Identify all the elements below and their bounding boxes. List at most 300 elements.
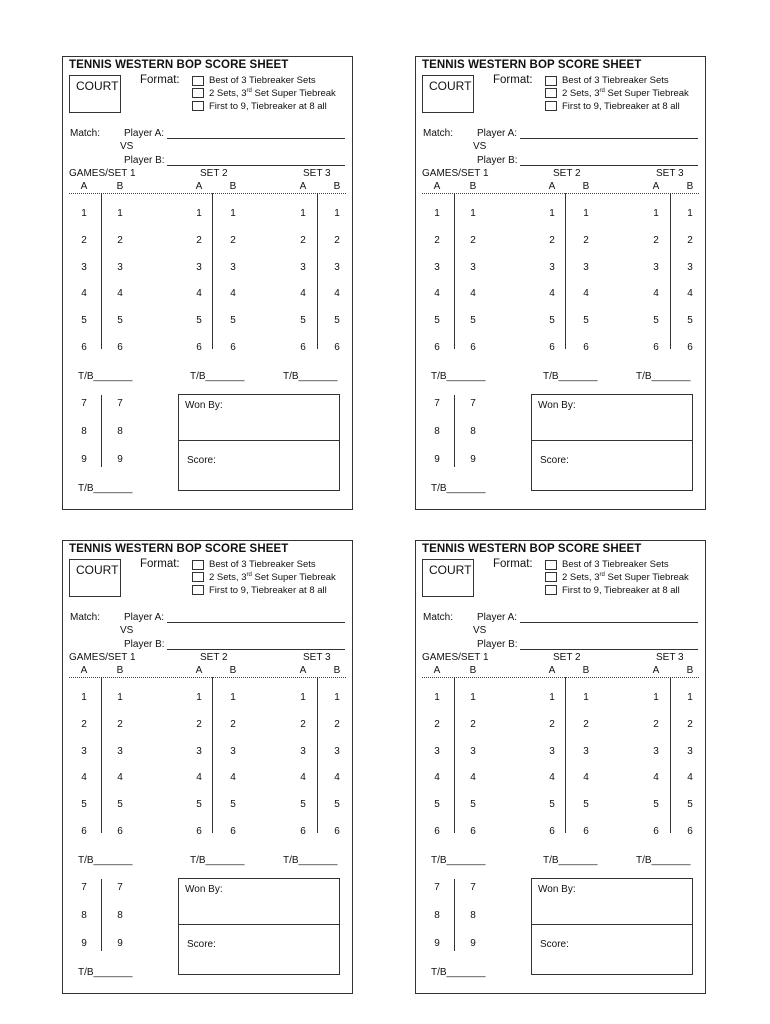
match-label: Match:	[423, 128, 454, 139]
game-cell[interactable]: 2	[81, 718, 87, 730]
game-cell[interactable]: 5	[434, 315, 440, 327]
game-cell[interactable]: 6	[653, 342, 659, 353]
game-cell[interactable]: 5	[334, 315, 340, 327]
set-1-divider	[454, 677, 455, 833]
result-box	[531, 878, 693, 975]
game-cell[interactable]: 6	[230, 826, 236, 837]
game-cell[interactable]: 5	[653, 799, 659, 811]
game-cell[interactable]: 5	[300, 315, 306, 327]
column-header-a-set-1: A	[433, 665, 441, 676]
header-divider	[69, 193, 346, 194]
game-cell[interactable]: 2	[230, 718, 236, 730]
player-a-label: Player A:	[124, 612, 165, 623]
game-cell[interactable]: 1	[549, 692, 555, 703]
column-header-b-set-1: B	[469, 181, 477, 192]
column-header-b-set-3: B	[686, 181, 694, 192]
column-header-b-set-3: B	[686, 665, 694, 676]
tiebreak-set-2[interactable]: T/B_______	[190, 855, 245, 866]
player-a-field[interactable]	[167, 622, 345, 623]
game-cell[interactable]: 5	[117, 799, 123, 811]
game-cell[interactable]: 3	[549, 261, 555, 273]
player-b-field[interactable]	[167, 649, 345, 650]
game-cell-extra[interactable]: 9	[81, 454, 87, 465]
column-header-a-set-2: A	[548, 665, 556, 676]
game-cell[interactable]: 4	[434, 288, 440, 300]
column-header-b-set-3: B	[333, 665, 341, 676]
player-b-field[interactable]	[167, 165, 345, 166]
game-cell[interactable]: 4	[300, 772, 306, 784]
game-cell[interactable]: 3	[334, 745, 340, 757]
game-cell[interactable]: 3	[81, 745, 87, 757]
score-label[interactable]: Score:	[187, 455, 216, 466]
player-b-field[interactable]	[520, 649, 698, 650]
format-checkbox-super-tiebreak[interactable]	[545, 88, 557, 98]
column-header-a-set-2: A	[548, 181, 556, 192]
game-cell[interactable]: 5	[687, 799, 693, 811]
game-cell-extra[interactable]: 9	[117, 454, 123, 465]
game-cell-extra[interactable]: 7	[81, 398, 87, 409]
game-cell[interactable]: 4	[549, 288, 555, 300]
format-option-best-of-3: Best of 3 Tiebreaker Sets	[562, 75, 669, 86]
game-cell-extra[interactable]: 7	[434, 398, 440, 409]
column-header-b-set-1: B	[469, 665, 477, 676]
game-cell[interactable]: 1	[470, 692, 476, 703]
game-cell[interactable]: 5	[81, 799, 87, 811]
set-3-divider	[670, 193, 671, 349]
player-a-field[interactable]	[167, 138, 345, 139]
game-cell[interactable]: 6	[583, 826, 589, 837]
format-option-first-to-9: First to 9, Tiebreaker at 8 all	[562, 585, 680, 596]
result-box	[178, 394, 340, 491]
game-cell[interactable]: 1	[653, 208, 659, 219]
game-cell[interactable]: 4	[81, 772, 87, 784]
set-3-divider	[317, 677, 318, 833]
game-cell[interactable]: 4	[434, 772, 440, 784]
game-cell[interactable]: 6	[434, 342, 440, 353]
game-cell-extra[interactable]: 8	[470, 910, 476, 921]
game-cell-extra[interactable]: 7	[470, 398, 476, 409]
player-a-label: Player A:	[477, 612, 518, 623]
game-cell-extra[interactable]: 7	[117, 398, 123, 409]
game-cell[interactable]: 1	[300, 692, 306, 703]
court-label: COURT	[76, 79, 119, 93]
header-divider	[422, 193, 699, 194]
tiebreak-set-2[interactable]: T/B_______	[190, 371, 245, 382]
game-cell[interactable]: 2	[434, 234, 440, 246]
player-b-label: Player B:	[477, 155, 518, 166]
game-cell[interactable]: 6	[687, 826, 693, 837]
format-option-super-tiebreak: 2 Sets, 3rd Set Super Tiebreak	[562, 571, 689, 583]
format-option-first-to-9: First to 9, Tiebreaker at 8 all	[562, 101, 680, 112]
format-checkbox-best-of-3[interactable]	[545, 76, 557, 86]
format-option-super-tiebreak: 2 Sets, 3rd Set Super Tiebreak	[209, 571, 336, 583]
game-cell[interactable]: 6	[334, 342, 340, 353]
game-cell-extra[interactable]: 9	[81, 938, 87, 949]
game-cell[interactable]: 2	[300, 718, 306, 730]
game-cell[interactable]: 2	[117, 234, 123, 246]
game-cell[interactable]: 3	[687, 261, 693, 273]
format-option-first-to-9: First to 9, Tiebreaker at 8 all	[209, 585, 327, 596]
game-cell[interactable]: 3	[230, 261, 236, 273]
column-header-a-set-3: A	[652, 665, 660, 676]
game-cell[interactable]: 6	[300, 826, 306, 837]
match-label: Match:	[70, 128, 101, 139]
game-cell[interactable]: 1	[687, 692, 693, 703]
format-checkbox-super-tiebreak[interactable]	[192, 88, 204, 98]
column-header-a-set-2: A	[195, 181, 203, 192]
game-cell[interactable]: 4	[117, 288, 123, 300]
game-cell[interactable]: 4	[300, 288, 306, 300]
result-divider	[179, 924, 339, 925]
game-cell[interactable]: 3	[196, 745, 202, 757]
set-1-header: GAMES/SET 1	[422, 652, 489, 663]
game-cell[interactable]: 1	[687, 208, 693, 219]
game-cell[interactable]: 1	[117, 692, 123, 703]
game-cell[interactable]: 3	[300, 745, 306, 757]
format-option-best-of-3: Best of 3 Tiebreaker Sets	[209, 559, 316, 570]
court-label: COURT	[429, 79, 472, 93]
game-cell[interactable]: 3	[549, 745, 555, 757]
set-2-header: SET 2	[200, 168, 228, 179]
game-cell[interactable]: 4	[334, 288, 340, 300]
court-box[interactable]	[69, 559, 121, 597]
column-header-a-set-1: A	[80, 665, 88, 676]
score-label[interactable]: Score:	[540, 455, 569, 466]
set-2-divider	[212, 193, 213, 349]
game-cell[interactable]: 4	[583, 288, 589, 300]
game-cell[interactable]: 1	[583, 692, 589, 703]
format-label: Format:	[493, 74, 533, 86]
game-cell[interactable]: 6	[549, 826, 555, 837]
game-cell[interactable]: 6	[470, 342, 476, 353]
result-divider	[532, 924, 692, 925]
extra-divider	[101, 395, 102, 467]
vs-label: VS	[473, 141, 487, 152]
game-cell[interactable]: 5	[549, 315, 555, 327]
game-cell[interactable]: 5	[470, 799, 476, 811]
game-cell[interactable]: 6	[196, 342, 202, 353]
set-2-divider	[212, 677, 213, 833]
game-cell[interactable]: 5	[300, 799, 306, 811]
game-cell[interactable]: 5	[653, 315, 659, 327]
set-1-divider	[101, 677, 102, 833]
match-label: Match:	[423, 612, 454, 623]
player-a-field[interactable]	[520, 622, 698, 623]
player-a-field[interactable]	[520, 138, 698, 139]
game-cell[interactable]: 6	[230, 342, 236, 353]
game-cell[interactable]: 4	[117, 772, 123, 784]
game-cell[interactable]: 6	[583, 342, 589, 353]
format-checkbox-best-of-3[interactable]	[545, 560, 557, 570]
game-cell[interactable]: 1	[334, 692, 340, 703]
tiebreak-set-1[interactable]: T/B_______	[431, 855, 486, 866]
player-b-label: Player B:	[124, 155, 165, 166]
game-cell[interactable]: 3	[434, 261, 440, 273]
column-header-b-set-3: B	[333, 181, 341, 192]
game-cell[interactable]: 5	[230, 799, 236, 811]
game-cell[interactable]: 3	[334, 261, 340, 273]
game-cell[interactable]: 2	[687, 234, 693, 246]
game-cell[interactable]: 1	[653, 692, 659, 703]
won-by-label[interactable]: Won By:	[538, 400, 576, 411]
format-option-best-of-3: Best of 3 Tiebreaker Sets	[562, 559, 669, 570]
game-cell[interactable]: 2	[230, 234, 236, 246]
game-cell[interactable]: 5	[687, 315, 693, 327]
set-3-header: SET 3	[303, 652, 331, 663]
game-cell[interactable]: 4	[334, 772, 340, 784]
format-label: Format:	[140, 558, 180, 570]
game-cell[interactable]: 2	[549, 718, 555, 730]
set-2-header: SET 2	[553, 652, 581, 663]
game-cell[interactable]: 5	[196, 799, 202, 811]
match-label: Match:	[70, 612, 101, 623]
result-box	[178, 878, 340, 975]
column-header-b-set-1: B	[116, 665, 124, 676]
game-cell[interactable]: 1	[230, 692, 236, 703]
column-header-b-set-2: B	[229, 665, 237, 676]
game-cell-extra[interactable]: 9	[470, 938, 476, 949]
game-cell[interactable]: 1	[434, 692, 440, 703]
game-cell-extra[interactable]: 7	[470, 882, 476, 893]
game-cell-extra[interactable]: 8	[81, 910, 87, 921]
game-cell-extra[interactable]: 9	[470, 454, 476, 465]
game-cell[interactable]: 5	[583, 315, 589, 327]
score-sheet-bottom-right	[415, 540, 706, 994]
court-box[interactable]	[422, 559, 474, 597]
game-cell[interactable]: 5	[434, 799, 440, 811]
set-1-header: GAMES/SET 1	[69, 652, 136, 663]
game-cell[interactable]: 4	[687, 772, 693, 784]
tiebreak-set-3[interactable]: T/B_______	[636, 855, 691, 866]
game-cell-extra[interactable]: 7	[434, 882, 440, 893]
set-3-header: SET 3	[656, 168, 684, 179]
game-cell[interactable]: 6	[196, 826, 202, 837]
game-cell[interactable]: 5	[117, 315, 123, 327]
game-cell[interactable]: 3	[653, 261, 659, 273]
format-checkbox-super-tiebreak[interactable]	[545, 572, 557, 582]
game-cell[interactable]: 5	[334, 799, 340, 811]
set-1-header: GAMES/SET 1	[69, 168, 136, 179]
tiebreak-set-2[interactable]: T/B_______	[543, 371, 598, 382]
extra-divider	[454, 879, 455, 951]
game-cell[interactable]: 6	[117, 826, 123, 837]
tiebreak-final[interactable]: T/B_______	[78, 967, 133, 978]
game-cell[interactable]: 3	[196, 261, 202, 273]
format-checkbox-first-to-9[interactable]	[545, 585, 557, 595]
game-cell[interactable]: 2	[334, 718, 340, 730]
tiebreak-set-1[interactable]: T/B_______	[78, 371, 133, 382]
game-cell[interactable]: 2	[653, 718, 659, 730]
won-by-label[interactable]: Won By:	[185, 884, 223, 895]
game-cell[interactable]: 2	[434, 718, 440, 730]
column-header-b-set-2: B	[582, 665, 590, 676]
won-by-label[interactable]: Won By:	[538, 884, 576, 895]
score-label[interactable]: Score:	[540, 939, 569, 950]
format-checkbox-first-to-9[interactable]	[545, 101, 557, 111]
format-checkbox-best-of-3[interactable]	[192, 560, 204, 570]
game-cell[interactable]: 3	[230, 745, 236, 757]
tiebreak-final[interactable]: T/B_______	[431, 483, 486, 494]
game-cell[interactable]: 2	[583, 234, 589, 246]
game-cell-extra[interactable]: 8	[117, 426, 123, 437]
score-label[interactable]: Score:	[187, 939, 216, 950]
sheet-title: TENNIS WESTERN BOP SCORE SHEET	[69, 59, 289, 71]
score-sheet-top-right	[415, 56, 706, 510]
court-box[interactable]	[69, 75, 121, 113]
game-cell[interactable]: 2	[196, 234, 202, 246]
game-cell[interactable]: 1	[583, 208, 589, 219]
won-by-label[interactable]: Won By:	[185, 400, 223, 411]
game-cell[interactable]: 2	[117, 718, 123, 730]
game-cell[interactable]: 1	[196, 692, 202, 703]
game-cell[interactable]: 1	[549, 208, 555, 219]
sheet-title: TENNIS WESTERN BOP SCORE SHEET	[422, 543, 642, 555]
sheet-title: TENNIS WESTERN BOP SCORE SHEET	[69, 543, 289, 555]
game-cell[interactable]: 4	[687, 288, 693, 300]
set-3-header: SET 3	[656, 652, 684, 663]
set-2-divider	[565, 677, 566, 833]
game-cell[interactable]: 3	[583, 745, 589, 757]
game-cell[interactable]: 6	[300, 342, 306, 353]
header-divider	[422, 677, 699, 678]
player-b-label: Player B:	[477, 639, 518, 650]
game-cell[interactable]: 4	[196, 288, 202, 300]
game-cell[interactable]: 5	[230, 315, 236, 327]
game-cell[interactable]: 1	[81, 692, 87, 703]
game-cell[interactable]: 1	[434, 208, 440, 219]
column-header-b-set-1: B	[116, 181, 124, 192]
game-cell-extra[interactable]: 8	[434, 910, 440, 921]
tiebreak-set-1[interactable]: T/B_______	[431, 371, 486, 382]
tiebreak-set-3[interactable]: T/B_______	[283, 855, 338, 866]
game-cell-extra[interactable]: 8	[117, 910, 123, 921]
game-cell[interactable]: 6	[687, 342, 693, 353]
format-label: Format:	[493, 558, 533, 570]
tiebreak-set-2[interactable]: T/B_______	[543, 855, 598, 866]
game-cell[interactable]: 3	[687, 745, 693, 757]
game-cell[interactable]: 2	[300, 234, 306, 246]
game-cell[interactable]: 4	[549, 772, 555, 784]
game-cell[interactable]: 4	[81, 288, 87, 300]
game-cell[interactable]: 4	[230, 288, 236, 300]
tiebreak-final[interactable]: T/B_______	[78, 483, 133, 494]
game-cell[interactable]: 2	[653, 234, 659, 246]
tiebreak-set-3[interactable]: T/B_______	[636, 371, 691, 382]
game-cell[interactable]: 6	[549, 342, 555, 353]
tiebreak-set-3[interactable]: T/B_______	[283, 371, 338, 382]
set-1-header: GAMES/SET 1	[422, 168, 489, 179]
format-checkbox-first-to-9[interactable]	[192, 585, 204, 595]
game-cell[interactable]: 4	[470, 288, 476, 300]
game-cell[interactable]: 4	[230, 772, 236, 784]
game-cell[interactable]: 1	[470, 208, 476, 219]
game-cell[interactable]: 2	[470, 234, 476, 246]
game-cell[interactable]: 5	[81, 315, 87, 327]
game-cell[interactable]: 2	[81, 234, 87, 246]
set-2-header: SET 2	[553, 168, 581, 179]
format-checkbox-best-of-3[interactable]	[192, 76, 204, 86]
tiebreak-final[interactable]: T/B_______	[431, 967, 486, 978]
game-cell[interactable]: 3	[470, 745, 476, 757]
set-2-header: SET 2	[200, 652, 228, 663]
game-cell[interactable]: 5	[470, 315, 476, 327]
game-cell[interactable]: 2	[334, 234, 340, 246]
game-cell[interactable]: 6	[117, 342, 123, 353]
game-cell[interactable]: 2	[196, 718, 202, 730]
game-cell-extra[interactable]: 9	[117, 938, 123, 949]
format-label: Format:	[140, 74, 180, 86]
game-cell[interactable]: 6	[470, 826, 476, 837]
game-cell[interactable]: 4	[653, 288, 659, 300]
game-cell[interactable]: 4	[196, 772, 202, 784]
format-checkbox-first-to-9[interactable]	[192, 101, 204, 111]
game-cell[interactable]: 3	[117, 745, 123, 757]
player-a-label: Player A:	[477, 128, 518, 139]
format-checkbox-super-tiebreak[interactable]	[192, 572, 204, 582]
game-cell[interactable]: 2	[470, 718, 476, 730]
set-3-divider	[317, 193, 318, 349]
column-header-a-set-2: A	[195, 665, 203, 676]
game-cell[interactable]: 4	[653, 772, 659, 784]
game-cell[interactable]: 3	[81, 261, 87, 273]
game-cell[interactable]: 2	[549, 234, 555, 246]
game-cell[interactable]: 4	[583, 772, 589, 784]
result-divider	[179, 440, 339, 441]
game-cell[interactable]: 6	[653, 826, 659, 837]
column-header-a-set-3: A	[652, 181, 660, 192]
game-cell[interactable]: 2	[687, 718, 693, 730]
game-cell-extra[interactable]: 9	[434, 938, 440, 949]
player-b-label: Player B:	[124, 639, 165, 650]
game-cell-extra[interactable]: 8	[470, 426, 476, 437]
game-cell[interactable]: 3	[434, 745, 440, 757]
game-cell[interactable]: 5	[549, 799, 555, 811]
game-cell[interactable]: 1	[117, 208, 123, 219]
header-divider	[69, 677, 346, 678]
game-cell[interactable]: 5	[196, 315, 202, 327]
game-cell[interactable]: 6	[81, 342, 87, 353]
game-cell[interactable]: 1	[230, 208, 236, 219]
game-cell[interactable]: 3	[470, 261, 476, 273]
game-cell[interactable]: 1	[196, 208, 202, 219]
set-3-divider	[670, 677, 671, 833]
game-cell[interactable]: 6	[81, 826, 87, 837]
game-cell-extra[interactable]: 9	[434, 454, 440, 465]
column-header-a-set-1: A	[433, 181, 441, 192]
game-cell[interactable]: 5	[583, 799, 589, 811]
game-cell-extra[interactable]: 8	[81, 426, 87, 437]
game-cell[interactable]: 1	[300, 208, 306, 219]
court-box[interactable]	[422, 75, 474, 113]
extra-divider	[454, 395, 455, 467]
game-cell[interactable]: 1	[81, 208, 87, 219]
game-cell-extra[interactable]: 8	[434, 426, 440, 437]
game-cell[interactable]: 3	[300, 261, 306, 273]
set-1-divider	[101, 193, 102, 349]
game-cell[interactable]: 2	[583, 718, 589, 730]
game-cell-extra[interactable]: 7	[81, 882, 87, 893]
game-cell-extra[interactable]: 7	[117, 882, 123, 893]
game-cell[interactable]: 4	[470, 772, 476, 784]
game-cell[interactable]: 6	[434, 826, 440, 837]
game-cell[interactable]: 6	[334, 826, 340, 837]
game-cell[interactable]: 3	[653, 745, 659, 757]
player-b-field[interactable]	[520, 165, 698, 166]
tiebreak-set-1[interactable]: T/B_______	[78, 855, 133, 866]
game-cell[interactable]: 3	[117, 261, 123, 273]
game-cell[interactable]: 3	[583, 261, 589, 273]
game-cell[interactable]: 1	[334, 208, 340, 219]
